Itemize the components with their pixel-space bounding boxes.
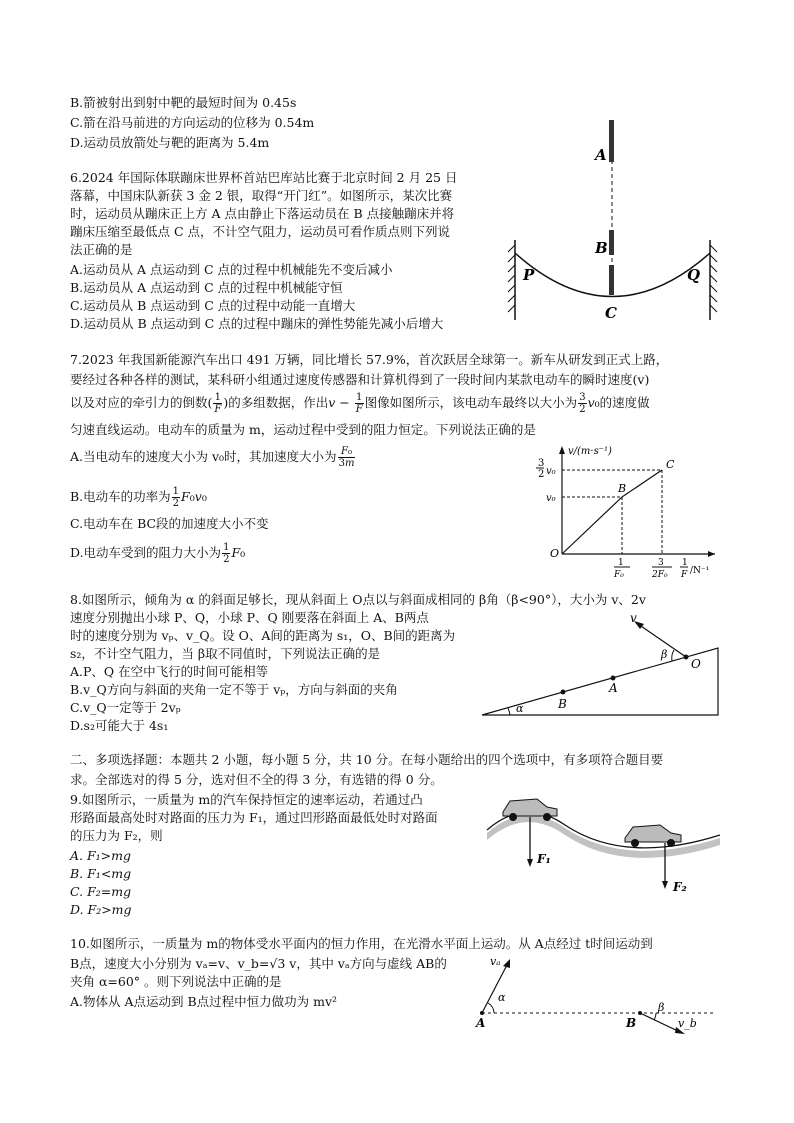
q7-option-d: D.电动车受到的阻力大小为 $\frac{1}{2}$ F₀ [70, 542, 246, 565]
label-p: P [523, 266, 535, 284]
q6-option-a: A.运动员从 A 点运动到 C 点的过程中机械能先不变后减小 [70, 262, 393, 277]
q8-stem-line4: s₂，不计空气阻力，当 β取不同值时，下列说法正确的是 [70, 646, 381, 661]
graph-y1-den: 2 [538, 469, 545, 480]
incline-projectile-figure [478, 610, 728, 720]
q6-stem-line3: 时，运动员从蹦床正上方 A 点由静止下落运动员在 B 点接触蹦床并将 [70, 206, 455, 221]
q9-option-a: A. F₁>mg [70, 848, 131, 863]
q8-stem-line2: 速度分别抛出小球 P、Q，小球 P、Q 刚要落在斜面上 A、B两点 [70, 610, 429, 625]
q6-stem-line5: 法正确的是 [70, 242, 133, 257]
q8-option-c: C.v_Q一定等于 2vₚ [70, 700, 181, 715]
q10-stem-line2: B点，速度大小分别为 vₐ=v、v_b=√3 v，其中 vₐ方向与虚线 AB的 [70, 956, 447, 971]
q7-frac-1f: $\frac{1}{F}$ [214, 392, 222, 415]
q9-option-c: C. F₂=mg [70, 884, 132, 899]
graph-y1-num: 3 [538, 458, 545, 469]
svg-text:1: 1 [682, 558, 688, 568]
car-icon-bottom [625, 825, 681, 847]
q7-option-d-text: D.电动车受到的阻力大小为 [70, 545, 222, 560]
q7-stem-part-a: 以及对应的牵引力的倒数( [70, 395, 213, 410]
q5-option-c: C.箭在沿马前进的方向运动的位移为 0.54m [70, 115, 315, 130]
label-f2: F₂ [673, 880, 687, 894]
q7-stem-part-d: 的速度做 [599, 395, 650, 410]
svg-text:F: F [681, 570, 688, 580]
label-a: A [595, 146, 607, 164]
q7-frac-1-2-b: $\frac{1}{2}$ [223, 542, 230, 565]
label-b: B [595, 239, 608, 257]
car-road-figure [485, 785, 725, 900]
q8-option-b: B.v_Q方向与斜面的夹角一定不等于 vₚ，方向与斜面的夹角 [70, 682, 398, 697]
q7-frac-3-2: $\frac{3}{2}$ [579, 392, 586, 415]
label-q: Q [687, 266, 701, 284]
graph-v0: v₀ [546, 493, 556, 504]
label-o: O [691, 657, 701, 671]
q8-option-d: D.s₂可能大于 4s₁ [70, 718, 169, 733]
graph-x-unit: /N⁻¹ [690, 566, 710, 576]
q9-option-d: D. F₂>mg [70, 902, 132, 917]
label-vb: v_b [678, 1017, 697, 1030]
graph-x2-den: 2F₀ [652, 570, 668, 580]
label-a: A [609, 681, 618, 695]
athlete-icon [609, 120, 614, 295]
graph-origin: O [550, 547, 560, 560]
label-alpha: α [516, 702, 524, 715]
graph-x2-num: 3 [658, 558, 664, 568]
q10-option-a: A.物体从 A点运动到 B点过程中恒力做功为 mv² [70, 994, 338, 1009]
velocity-ab-figure [470, 955, 725, 1035]
graph-ylabel: v/(m·s⁻¹) [568, 446, 612, 457]
q8-stem-line1: 8.如图所示，倾角为 α 的斜面足够长，现从斜面上 O点以与斜面成相同的 β角（β<90°），大小为 v、2v [70, 592, 646, 607]
label-f1: F₁ [537, 852, 551, 866]
q7-frac-1-2: $\frac{1}{2}$ [172, 486, 180, 509]
label-alpha: α [498, 991, 506, 1004]
trampoline-figure [505, 115, 725, 330]
q8-stem-line3: 时的速度分别为 vₚ、v_Q。设 O、A间的距离为 s₁，O、B间的距离为 [70, 628, 456, 643]
q6-option-b: B.运动员从 A 点运动到 C 点的过程中机械能守恒 [70, 280, 343, 295]
q9-stem-line1: 9.如图所示，一质量为 m的汽车保持恒定的速率运动，若通过凸 [70, 792, 423, 807]
v-inverse-f-graph [530, 442, 730, 582]
q10-stem-line1: 10.如图所示，一质量为 m的物体受水平面内的恒力作用，在光滑水平面上运动。从 A点经过 t时间运动到 [70, 936, 653, 951]
q7-option-b-text: B.电动车的功率为 [70, 489, 171, 504]
q7-stem-part-b: )的多组数据，作出 [223, 395, 329, 410]
q6-option-c: C.运动员从 B 点运动到 C 点的过程中动能一直增大 [70, 298, 356, 313]
q7-option-b: B.电动车的功率为 $\frac{1}{2}$ F₀v₀ [70, 486, 207, 509]
q9-stem-line3: 的压力为 F₂，则 [70, 828, 163, 843]
q7-stem-line3: 以及对应的牵引力的倒数( $\frac{1}{F}$ )的多组数据，作出v − $\frac{1}{F}$ 图像如图所示，该电动车最终以大小为 $\frac{3}{2}$ v₀的速度做 [70, 392, 650, 415]
q6-option-d: D.运动员从 B 点运动到 C 点的过程中蹦床的弹性势能先减小后增大 [70, 316, 444, 331]
graph-y1-v0: v₀ [546, 466, 556, 477]
q7-frac-f0-3m: $\frac{\text{F₀}}{3m}$ [338, 446, 355, 469]
q7-stem-line2: 要经过各种各样的测试，某科研小组通过速度传感器和计算机得到了一段时间内某款电动车的瞬时速度(v) [70, 372, 650, 387]
label-beta: β [658, 1001, 665, 1014]
q9-stem-line2: 形路面最高处时对路面的压力为 F₁，通过凹形路面最低处时对路面 [70, 810, 438, 825]
label-va: vₐ [490, 955, 501, 968]
q8-option-a: A.P、Q 在空中飞行的时间可能相等 [70, 664, 269, 679]
section2-line1: 二、多项选择题：本题共 2 小题，每小题 5 分，共 10 分。在每小题给出的四个选项中，有多项符合题目要 [70, 752, 664, 767]
q7-option-a-text: A.当电动车的速度大小为 v₀时，其加速度大小为 [70, 449, 337, 464]
label-v: v [630, 611, 637, 625]
label-c: C [605, 304, 617, 322]
section2-line2: 求。全部选对的得 5 分，选对但不全的得 3 分，有选错的得 0 分。 [70, 772, 443, 787]
label-b: B [558, 697, 567, 711]
q6-stem-line1: 6.2024 年国际体联蹦床世界杯首站巴库站比赛于北京时间 2 月 25 日 [70, 170, 458, 185]
q5-option-b: B.箭被射出到射中靶的最短时间为 0.45s [70, 95, 297, 110]
graph-point-c: C [666, 458, 675, 471]
graph-point-b: B [618, 482, 627, 495]
q6-stem-line2: 落幕，中国床队新获 3 金 2 银，取得“开门红”。如图所示，某次比赛 [70, 188, 453, 203]
q5-option-d: D.运动员放箭处与靶的距离为 5.4m [70, 135, 270, 150]
label-a: A [476, 1016, 486, 1030]
graph-x1-num: 1 [618, 558, 624, 568]
q7-option-a [70, 444, 356, 470]
q7-stem-line4: 匀速直线运动。电动车的质量为 m，运动过程中受到的阻力恒定。下列说法正确的是 [70, 422, 536, 437]
q7-stem-part-c: 图像如图所示，该电动车最终以大小为 [364, 395, 578, 410]
q6-stem-line4: 蹦床压缩至最低点 C 点，不计空气阻力，运动员可看作质点则下列说 [70, 224, 451, 239]
label-b: B [626, 1016, 637, 1030]
graph-x1-den: F₀ [614, 570, 624, 580]
q7-stem-line1: 7.2023 年我国新能源汽车出口 491 万辆，同比增长 57.9%，首次跃居全球第一。新车从研发到正式上路， [70, 352, 669, 367]
label-beta: β [661, 648, 668, 661]
q10-stem-line3: 夹角 α=60° 。则下列说法中正确的是 [70, 974, 282, 989]
q7-option-c: C.电动车在 BC段的加速度大小不变 [70, 516, 269, 531]
q9-option-b: B. F₁<mg [70, 866, 132, 881]
q7-frac-1f-b: $\frac{1}{F}$ [355, 392, 363, 415]
